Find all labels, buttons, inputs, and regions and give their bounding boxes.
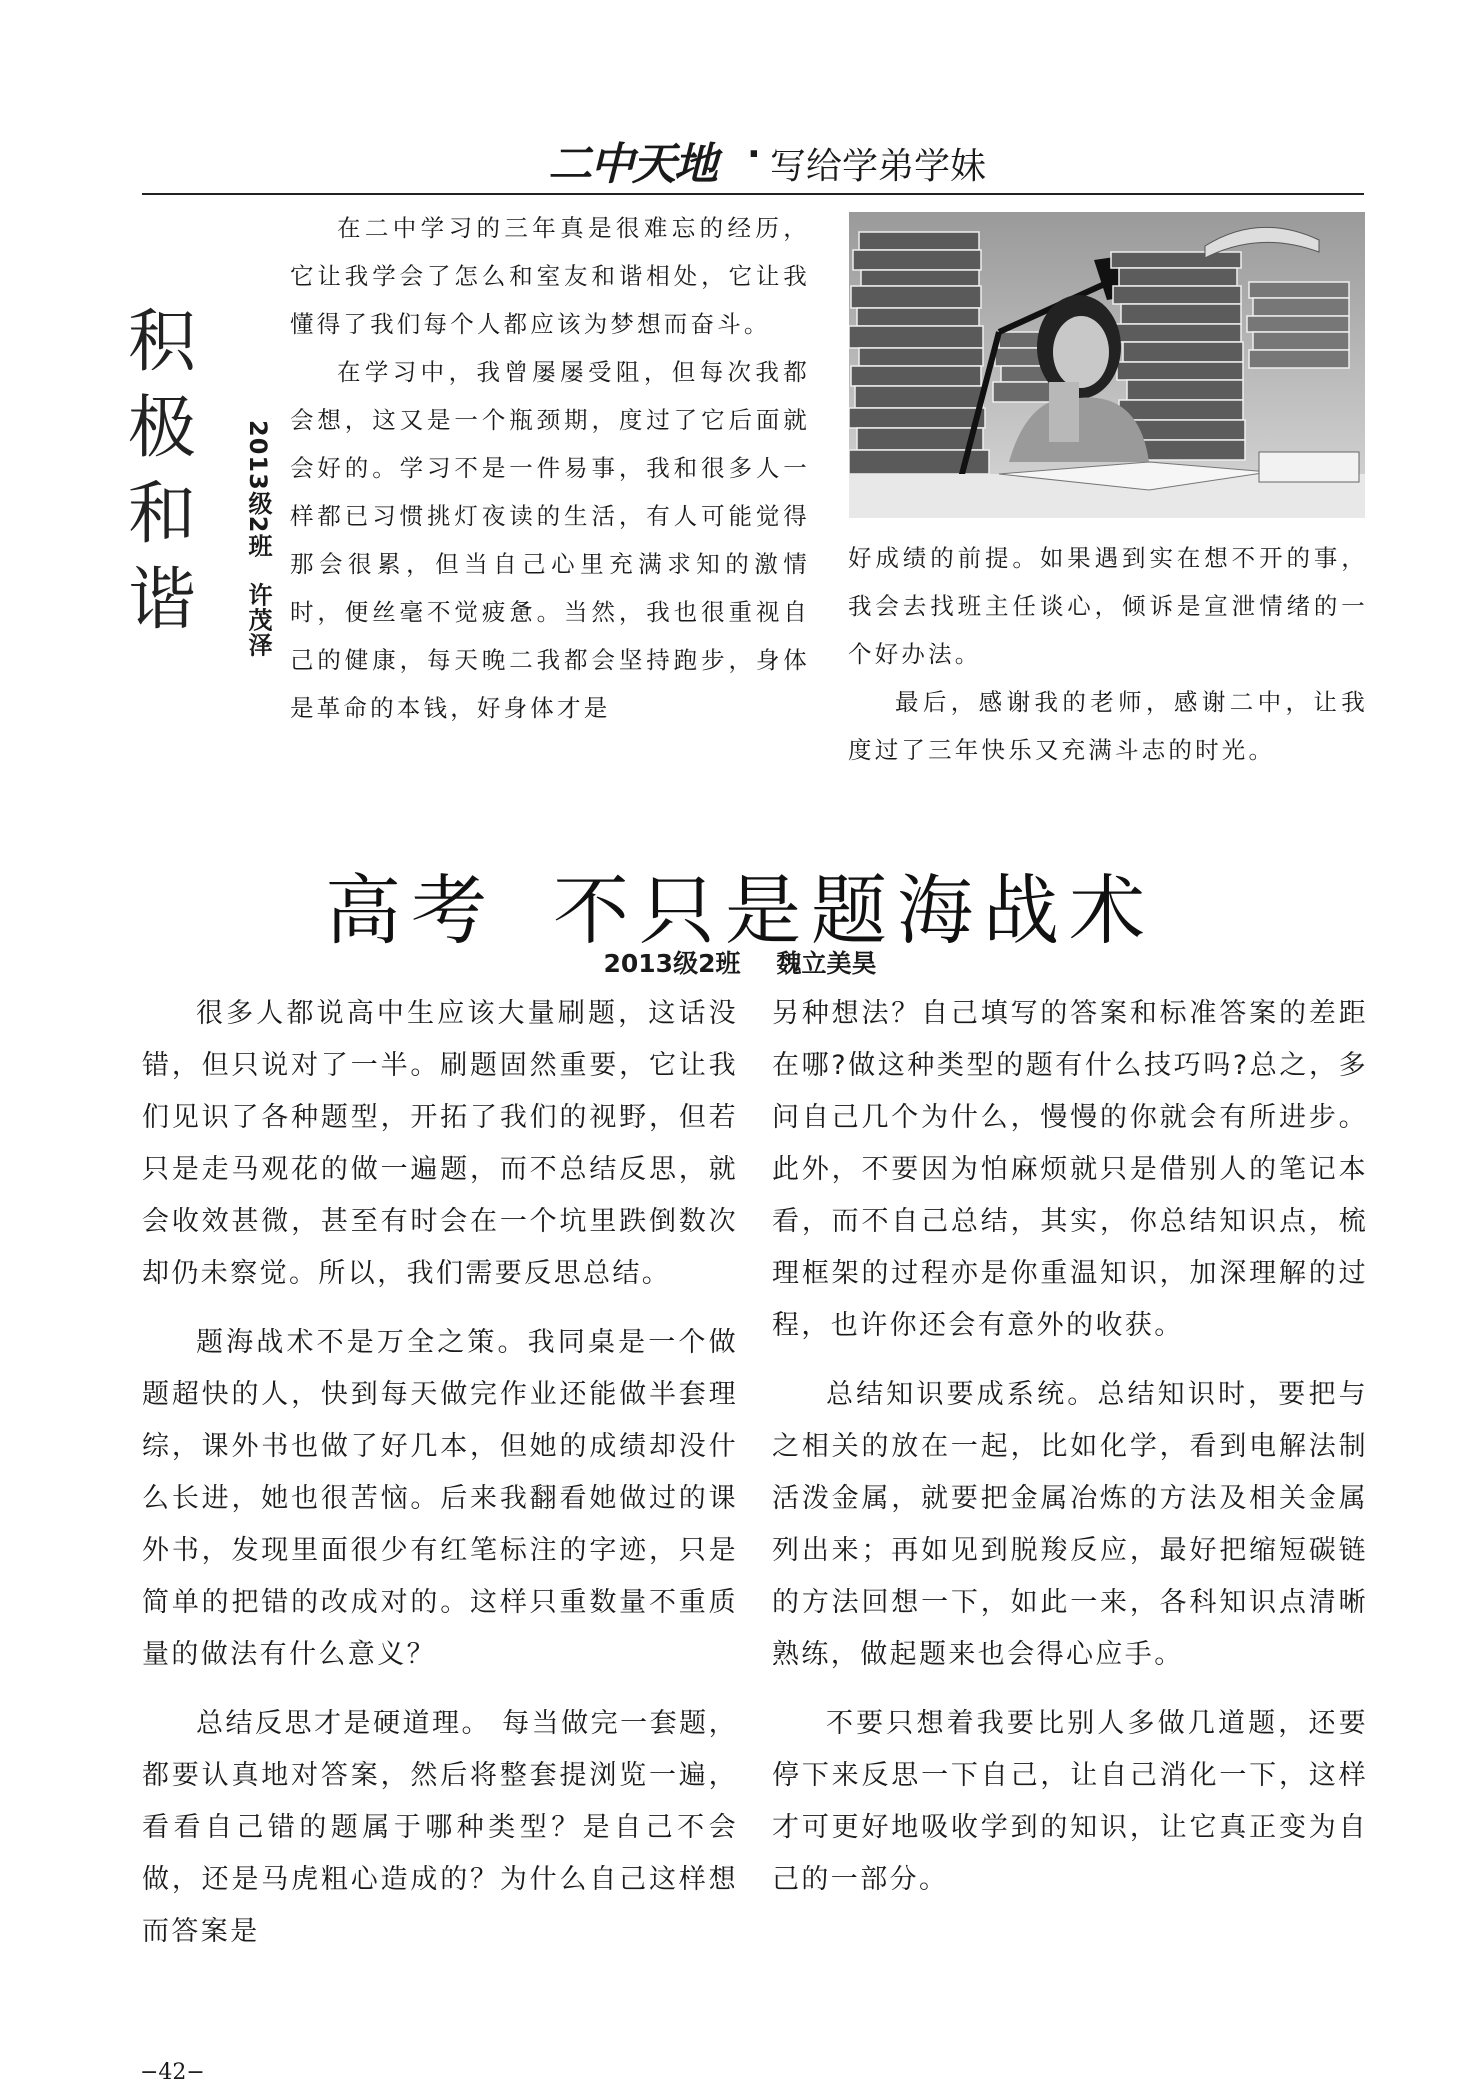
article2-byline-author: 魏立美昊: [776, 949, 877, 978]
article2-right-column: [772, 988, 1368, 1923]
article1-title: [128, 300, 228, 644]
article2-paragraph: 不要只想着我要比别人多做几道题，还要停下来反思一下自己，让自己消化一下，这样才可更好地吸收学到的知识，让它真正变为自己的一部分。: [772, 1708, 1368, 1895]
article2-left-column: [142, 988, 738, 1975]
article1-title-char: 和: [128, 475, 197, 554]
article1-byline-author: 许茂泽: [244, 582, 272, 658]
article1-byline: [238, 420, 278, 658]
article1-right-column: [848, 534, 1368, 774]
article1-paragraph: 好成绩的前提。如果遇到实在想不开的事，我会去找班主任谈心，倾诉是宣泄情绪的一个好办法。: [848, 544, 1368, 668]
magazine-logo: 二中天地: [548, 139, 716, 190]
article2-byline-class: 2013级2班: [603, 949, 741, 978]
article1-title-char: 积: [128, 303, 197, 382]
article2-title: [0, 850, 1480, 959]
article2-paragraph: 很多人都说高中生应该大量刷题，这话没错，但只说对了一半。刷题固然重要，它让我们见识了各种题型，开拓了我们的视野，但若只是走马观花的做一遍题，而不总结反思，就会收效甚微，甚至有时会在一个坑里跌倒数次却仍未察觉。所以，我们需要反思总结。: [142, 998, 738, 1289]
article1-title-char: 谐: [128, 561, 197, 640]
section-title: 写给学弟学妹: [770, 146, 987, 187]
article1-title-char: 极: [128, 389, 197, 468]
article1-left-column: [290, 204, 810, 732]
article1-byline-class: 2013级2班: [244, 420, 272, 559]
student-studying-photo: [849, 212, 1365, 518]
header-divider: [142, 193, 1364, 195]
article2-paragraph: 总结反思才是硬道理。 每当做完一套题，都要认真地对答案，然后将整套提浏览一遍，看看自己错的题属于哪种类型？是自己不会做，还是马虎粗心造成的？为什么自己这样想而答案是: [142, 1708, 738, 1947]
header-separator: ·: [747, 134, 761, 175]
article2-title-part: 不只是题海战术: [553, 866, 1155, 955]
article2-title-part: 高考: [325, 866, 497, 955]
article2-byline: [0, 944, 1480, 980]
article2-paragraph: 题海战术不是万全之策。我同桌是一个做题超快的人，快到每天做完作业还能做半套理综，课外书也做了好几本，但她的成绩却没什么长进，她也很苦恼。后来我翻看她做过的课外书，发现里面很少有红笔标注的字迹，只是简单的把错的改成对的。这样只重数量不重质量的做法有什么意义？: [142, 1327, 738, 1670]
page-number: −42−: [140, 2060, 205, 2085]
article1-paragraph: 在二中学习的三年真是很难忘的经历，它让我学会了怎么和室友和谐相处，它让我懂得了我们每个人都应该为梦想而奋斗。: [290, 214, 810, 338]
article1-paragraph: 最后，感谢我的老师，感谢二中，让我度过了三年快乐又充满斗志的时光。: [848, 688, 1368, 764]
article1-paragraph: 在学习中，我曾屡屡受阻，但每次我都会想，这又是一个瓶颈期，度过了它后面就会好的。学习不是一件易事，我和很多人一样都已习惯挑灯夜读的生活，有人可能觉得那会很累，但当自己心里充满求知的激情时，便丝毫不觉疲惫。当然，我也很重视自己的健康，每天晚二我都会坚持跑步，身体是革命的本钱，好身体才是: [290, 358, 810, 722]
article2-paragraph: 另种想法？自己填写的答案和标准答案的差距在哪?做这种类型的题有什么技巧吗?总之，多问自己几个为什么，慢慢的你就会有所进步。此外，不要因为怕麻烦就只是借别人的笔记本看，而不自己总结，其实，你总结知识点，梳理框架的过程亦是你重温知识，加深理解的过程，也许你还会有意外的收获。: [772, 998, 1368, 1341]
article2-paragraph: 总结知识要成系统。总结知识时，要把与之相关的放在一起，比如化学，看到电解法制活泼金属，就要把金属冶炼的方法及相关金属列出来；再如见到脱羧反应，最好把缩短碳链的方法回想一下，如此一来，各科知识点清晰熟练，做起题来也会得心应手。: [772, 1379, 1368, 1670]
